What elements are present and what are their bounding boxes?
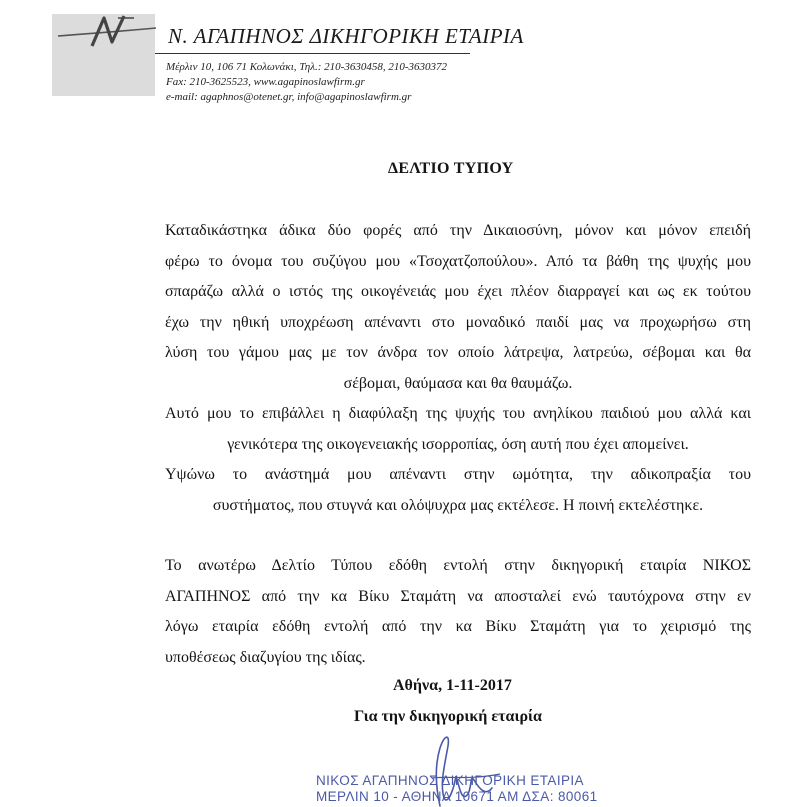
text-line: Καταδικάστηκα άδικα δύο φορές από την Δικαιοσύνη, μόνον και μόνον επειδή (165, 222, 751, 239)
paragraph-3 (165, 460, 751, 521)
text-line: Το ανωτέρω Δελτίο Τύπου εδόθη εντολή στην δικηγορική εταιρία ΝΙΚΟΣ (165, 557, 751, 574)
firm-name: Ν. ΑΓΑΠΗΝΟΣ ΔΙΚΗΓΟΡΙΚΗ ΕΤΑΙΡΙΑ (168, 24, 524, 48)
text-line: υποθέσεως διαζυγίου της ιδίας. (165, 648, 366, 666)
text-line: σπαράζω αλλά ο ιστός της οικογένειάς μου έχει πλέον διαρραγεί και ως εκ τούτου (165, 283, 751, 300)
paragraph-2 (165, 399, 751, 460)
text-line: γενικότερα της οικογενειακής ισορροπίας, όση αυτή που έχει απομείνει. (227, 435, 689, 453)
paragraph-1 (165, 216, 751, 399)
signatory-line: Για την δικηγορική εταιρία (354, 708, 542, 725)
text-line: φέρω το όνομα του συζύγου μου «Τσοχατζοπούλου». Από τα βάθη της ψυχής μου (165, 252, 751, 270)
text-line: συστήματος, που στυγνά και ολόψυχρα μας εκτέλεσε. Η ποινή εκτελέστηκε. (212, 496, 704, 514)
email-line: e-mail: agaphnos@otenet.gr, info@agapinoslawfirm.gr (166, 91, 412, 103)
stamp-line-1: ΝΙΚΟΣ ΑΓΑΠΗΝΟΣ ΔΙΚΗΓΟΡΙΚΗ ΕΤΑΙΡΙΑ (316, 773, 584, 788)
date-line: Αθήνα, 1-11-2017 (393, 677, 512, 694)
address-line: Μέρλιν 10, 106 71 Κολωνάκι, Τηλ.: 210-3630458, 210-3630372 (166, 61, 447, 73)
text-line: ΑΓΑΠΗΝΟΣ από την κα Βίκυ Σταμάτη να αποσταλεί ενώ ταυτόχρονα στην εν (165, 587, 751, 605)
contact-block (166, 60, 447, 105)
text-line: Αυτό μου το επιβάλλει η διαφύλαξη της ψυχής του ανηλίκου παιδιού μου αλλά και (165, 405, 751, 422)
text-line: σέβομαι, θαύμασα και θα θαυμάζω. (343, 374, 573, 392)
fax-line: Fax: 210-3625523, www.agapinoslawfirm.gr (166, 76, 365, 88)
text-line: έχω την ηθική υποχρέωση απέναντι στο μοναδικό παιδί μας να προχωρήσω στη (165, 313, 751, 331)
text-line: λόγω εταιρία εδόθη εντολή από την κα Βίκυ Σταμάτη για το χειρισμό της (165, 618, 751, 635)
handwritten-signature-icon (410, 718, 520, 807)
header-divider (155, 53, 470, 54)
text-line: λύση του γάμου μας με τον άνδρα τον οποίο λάτρεψα, λατρεύω, σέβομαι και θα (165, 344, 751, 361)
paragraph-4 (165, 551, 751, 673)
document-title: ΔΕΛΤΙΟ ΤΥΠΟΥ (388, 160, 514, 177)
text-line: Υψώνω το ανάστημά μου απέναντι στην ωμότητα, την αδικοπραξία του (165, 466, 751, 483)
firm-monogram-logo-icon (52, 8, 162, 53)
stamp-line-2: ΜΕΡΛΙΝ 10 - ΑΘΗΝΑ 10671 ΑΜ ΔΣΑ: 80061 (316, 789, 598, 804)
